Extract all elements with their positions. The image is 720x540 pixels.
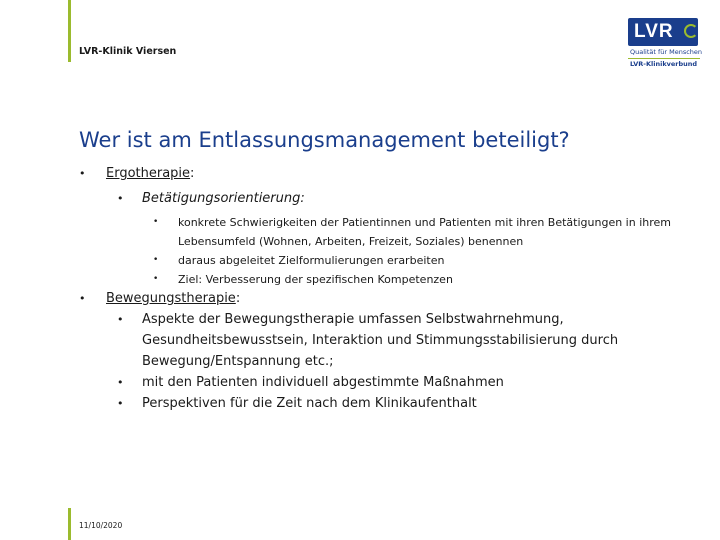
bullet-icon: •	[117, 376, 124, 389]
slide-content	[79, 164, 699, 414]
list-item	[79, 372, 699, 393]
organization-name: LVR-Klinik Viersen	[79, 46, 177, 57]
page-title: Wer ist am Entlassungsmanagement beteiligt?	[79, 128, 570, 153]
lvr-swirl-icon	[684, 24, 698, 38]
bullet-icon: •	[79, 292, 86, 305]
footer-accent-bar	[68, 508, 71, 540]
lvr-logo-box	[628, 18, 698, 46]
list-item	[79, 213, 699, 251]
list-item-text: daraus abgeleitet Zielformulierungen erarbeiten	[178, 254, 445, 267]
list-item-text: mit den Patienten individuell abgestimmte Maßnahmen	[142, 375, 504, 390]
heading-colon: :	[190, 166, 195, 181]
lvr-logo-text: LVR	[634, 21, 674, 42]
lvr-logo	[628, 18, 702, 70]
bullet-icon: •	[153, 255, 159, 265]
list-item	[79, 251, 699, 270]
heading-colon: :	[235, 291, 241, 306]
section-heading-ergotherapie: Ergotherapie	[106, 166, 191, 181]
section-heading-bewegungstherapie: Bewegungstherapie	[106, 291, 236, 306]
list-item-text: konkrete Schwierigkeiten der Patientinnen und Patienten mit ihren Betätigungen in ihrem Lebensumfeld (Wohnen, Arbeiten, Freizeit, Soziales) benennen	[178, 216, 671, 248]
list-item	[79, 309, 699, 372]
bullet-bewegungstherapie	[79, 289, 699, 309]
bullet-icon: •	[117, 192, 124, 205]
bullet-icon: •	[79, 167, 86, 180]
logo-tagline: Qualität für Menschen	[630, 48, 703, 56]
list-item	[79, 270, 699, 289]
sub-bullet-betaetigungsorientierung	[79, 188, 699, 209]
bullet-icon: •	[153, 217, 159, 227]
sub-heading: Betätigungsorientierung:	[142, 191, 305, 206]
bullet-icon: •	[117, 313, 124, 326]
bullet-icon: •	[153, 274, 159, 284]
list-item-text: Perspektiven für die Zeit nach dem Klinikaufenthalt	[142, 396, 477, 411]
logo-divider	[628, 58, 700, 59]
list-item	[79, 393, 699, 414]
bullet-ergotherapie	[79, 164, 699, 184]
list-item-text: Ziel: Verbesserung der spezifischen Kompetenzen	[178, 273, 453, 286]
bullet-icon: •	[117, 397, 124, 410]
list-item-text: Aspekte der Bewegungstherapie umfassen Selbstwahrnehmung, Gesundheitsbewusstsein, Interaktion und Stimmungsstabilisierung durch Bewegung/Entspannung etc.;	[142, 312, 619, 369]
header-accent-bar	[68, 0, 71, 62]
logo-subtitle: LVR-Klinikverbund	[630, 60, 698, 68]
footer-date: 11/10/2020	[79, 521, 123, 530]
